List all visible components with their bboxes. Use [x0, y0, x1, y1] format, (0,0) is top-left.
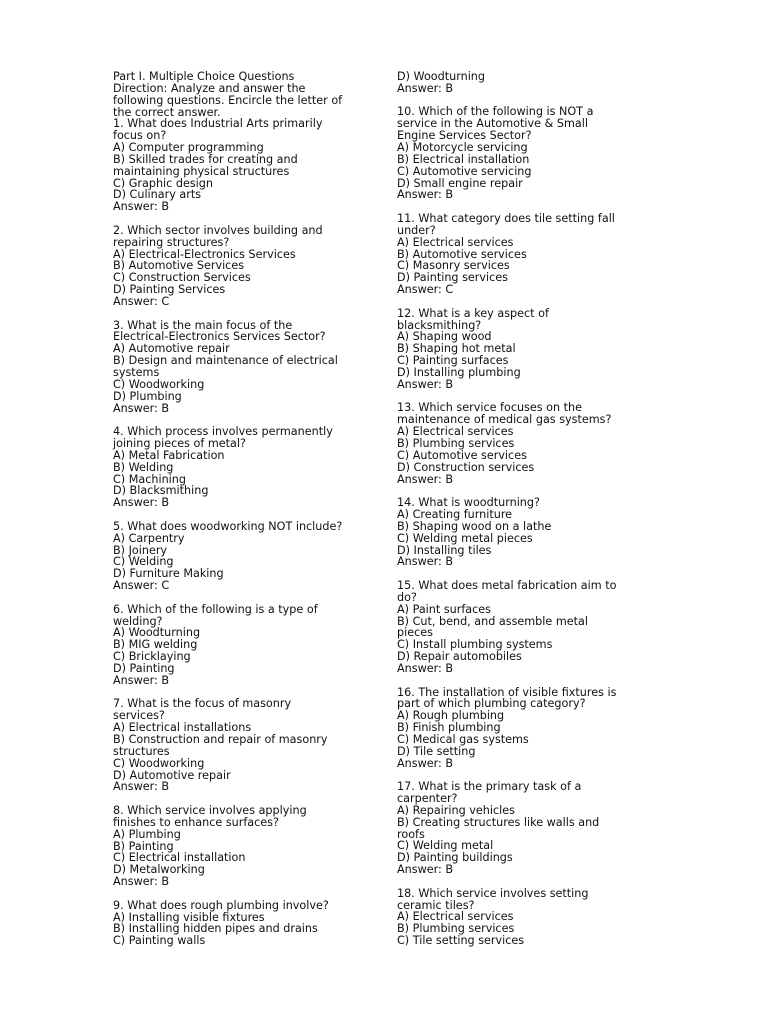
answer-key: Answer: B	[113, 401, 170, 415]
answer-option: A) Electrical installations	[113, 721, 252, 735]
answer-option: C) Woodworking	[113, 377, 205, 391]
question-text-line: service in the Automotive & Small	[397, 117, 588, 131]
answer-option: A) Electrical services	[397, 910, 514, 924]
question-block	[397, 580, 659, 675]
answer-option: B) Construction and repair of masonry	[113, 732, 328, 746]
answer-key: Answer: B	[113, 673, 170, 687]
question-text-line: 1. What does Industrial Arts primarily	[113, 117, 323, 131]
answer-option: A) Paint surfaces	[397, 602, 491, 616]
answer-option: B) Automotive Services	[113, 259, 245, 273]
answer-option: A) Rough plumbing	[397, 709, 505, 723]
question-text-line: 7. What is the focus of masonry	[113, 697, 292, 711]
answer-option: C) Automotive services	[397, 448, 527, 462]
question-text-line: 4. Which process involves permanently	[113, 425, 333, 439]
question-block	[397, 71, 659, 95]
question-spacer	[397, 296, 659, 308]
question-block	[113, 118, 375, 213]
answer-option: C) Tile setting services	[397, 934, 525, 948]
answer-option: D) Painting buildings	[397, 851, 513, 865]
question-text-line: 14. What is woodturning?	[397, 496, 540, 510]
answer-option: A) Metal Fabrication	[113, 448, 225, 462]
answer-option: A) Installing visible fixtures	[113, 910, 265, 924]
answer-option: C) Painting walls	[113, 934, 206, 948]
answer-option: D) Metalworking	[113, 863, 205, 877]
answer-option: B) Electrical installation	[397, 152, 530, 166]
question-text-line: focus on?	[113, 129, 167, 143]
answer-option: B) Welding	[113, 460, 174, 474]
answer-option: C) Welding metal pieces	[397, 531, 533, 545]
question-text-line: maintenance of medical gas systems?	[397, 413, 612, 427]
answer-option: D) Automotive repair	[113, 768, 231, 782]
question-block	[113, 805, 375, 888]
question-text-line: 18. Which service involves setting	[397, 886, 589, 900]
instructions-line: the correct answer.	[113, 105, 221, 119]
answer-option: B) MIG welding	[113, 638, 198, 652]
question-text-line: 13. Which service focuses on the	[397, 401, 583, 415]
question-text-line: 3. What is the main focus of the	[113, 318, 293, 332]
answer-key: Answer: B	[397, 555, 454, 569]
question-block	[397, 213, 659, 296]
question-text-line: 9. What does rough plumbing involve?	[113, 898, 329, 912]
answer-option: B) Installing hidden pipes and drains	[113, 922, 318, 936]
question-text-line: 10. Which of the following is NOT a	[397, 105, 594, 119]
answer-key: Answer: B	[397, 863, 454, 877]
question-text-line: welding?	[113, 614, 163, 628]
question-block	[113, 225, 375, 308]
question-text-line: 16. The installation of visible fixtures is	[397, 685, 617, 699]
answer-option: D) Construction services	[397, 460, 535, 474]
question-block	[397, 497, 659, 568]
instructions-line: Direction: Analyze and answer the	[113, 81, 306, 95]
answer-option: B) Shaping hot metal	[397, 342, 516, 356]
answer-key: Answer: B	[113, 875, 170, 889]
answer-option: D) Repair automobiles	[397, 650, 522, 664]
answer-option: B) Plumbing services	[397, 436, 515, 450]
answer-key: Answer: B	[113, 200, 170, 214]
question-text-line: part of which plumbing category?	[397, 697, 586, 711]
answer-option: A) Repairing vehicles	[397, 803, 515, 817]
answer-option: C) Graphic design	[113, 176, 213, 190]
answer-option: A) Electrical services	[397, 425, 514, 439]
answer-option: A) Creating furniture	[397, 507, 513, 521]
answer-key: Answer: C	[113, 579, 170, 593]
answer-option: A) Carpentry	[113, 531, 185, 545]
question-spacer	[113, 888, 375, 900]
question-text-line: pieces	[397, 626, 433, 640]
question-block	[397, 308, 659, 391]
question-text-line: 17. What is the primary task of a	[397, 780, 582, 794]
answer-option: A) Automotive repair	[113, 342, 230, 356]
question-spacer	[113, 308, 375, 320]
question-text-line: 12. What is a key aspect of	[397, 306, 549, 320]
question-block	[397, 402, 659, 485]
answer-option: C) Machining	[113, 472, 186, 486]
answer-option: A) Electrical-Electronics Services	[113, 247, 296, 261]
question-text-line: 8. Which service involves applying	[113, 803, 307, 817]
question-block	[397, 781, 659, 876]
answer-option: D) Blacksmithing	[113, 484, 209, 498]
question-block	[397, 687, 659, 770]
answer-option: A) Motorcycle servicing	[397, 141, 528, 155]
answer-option: D) Plumbing	[113, 389, 182, 403]
instructions-line: following questions. Encircle the letter of	[113, 93, 343, 107]
answer-option: B) Automotive services	[397, 247, 527, 261]
answer-option: D) Culinary arts	[113, 188, 202, 202]
question-text-line: carpenter?	[397, 792, 458, 806]
answer-option: C) Welding metal	[397, 839, 494, 853]
question-text-line: 11. What category does tile setting fall	[397, 212, 615, 226]
answer-option: B) Joinery	[113, 543, 168, 557]
answer-key: Answer: B	[113, 496, 170, 510]
question-text-line: maintaining physical structures	[113, 164, 290, 178]
question-spacer	[397, 675, 659, 687]
answer-option: B) Design and maintenance of electrical	[113, 354, 338, 368]
question-text-line: 2. Which sector involves building and	[113, 223, 323, 237]
question-text-line: roofs	[397, 827, 425, 841]
question-block	[397, 888, 659, 947]
answer-option: C) Electrical installation	[113, 851, 246, 865]
answer-key: Answer: B	[397, 472, 454, 486]
question-block	[113, 698, 375, 793]
question-text-line: Electrical-Electronics Services Sector?	[113, 330, 326, 344]
answer-option: D) Tile setting	[397, 744, 476, 758]
question-spacer	[113, 592, 375, 604]
left-column	[113, 71, 375, 947]
answer-option: D) Furniture Making	[113, 567, 224, 581]
question-text-line: finishes to enhance surfaces?	[113, 815, 279, 829]
question-block	[113, 320, 375, 415]
answer-option: B) Creating structures like walls and	[397, 815, 600, 829]
question-block	[113, 604, 375, 687]
answer-option: D) Painting	[113, 661, 175, 675]
question-block	[397, 106, 659, 201]
answer-option: D) Installing plumbing	[397, 365, 521, 379]
question-text-line: systems	[113, 366, 160, 379]
answer-option: C) Install plumbing systems	[397, 638, 553, 652]
answer-key: Answer: C	[397, 283, 454, 297]
answer-option: C) Medical gas systems	[397, 732, 529, 746]
question-text-line: structures	[113, 744, 170, 758]
question-text-line: 5. What does woodworking NOT include?	[113, 519, 343, 533]
answer-option: C) Bricklaying	[113, 650, 191, 664]
answer-option: C) Construction Services	[113, 271, 251, 285]
answer-option: A) Plumbing	[113, 827, 181, 841]
question-text-line: ceramic tiles?	[397, 898, 475, 912]
answer-option: B) Skilled trades for creating and	[113, 152, 298, 166]
answer-option: B) Finish plumbing	[397, 721, 501, 735]
answer-option: A) Shaping wood	[397, 330, 492, 344]
answer-key: Answer: C	[113, 294, 170, 308]
answer-option: D) Installing tiles	[397, 543, 492, 557]
answer-option: A) Computer programming	[113, 141, 264, 155]
part-heading: Part I. Multiple Choice Questions	[113, 70, 295, 83]
question-block	[113, 521, 375, 592]
answer-key: Answer: B	[397, 188, 454, 202]
question-text-line: blacksmithing?	[397, 318, 482, 332]
answer-option: A) Woodturning	[113, 626, 201, 640]
question-text-line: under?	[397, 223, 436, 237]
question-block	[113, 426, 375, 509]
question-text-line: 6. Which of the following is a type of	[113, 602, 318, 616]
right-column	[397, 71, 659, 947]
answer-key: Answer: B	[397, 81, 454, 95]
answer-option: C) Woodworking	[113, 756, 205, 770]
answer-key: Answer: B	[397, 377, 454, 391]
answer-option: A) Electrical services	[397, 235, 514, 249]
question-text-line: Engine Services Sector?	[397, 129, 532, 143]
answer-key: Answer: B	[397, 661, 454, 675]
question-text-line: do?	[397, 590, 417, 604]
answer-option: D) Small engine repair	[397, 176, 523, 190]
question-text-line: repairing structures?	[113, 235, 230, 249]
answer-option: B) Plumbing services	[397, 922, 515, 936]
instructions-block	[113, 71, 375, 118]
question-block	[113, 900, 375, 947]
answer-key: Answer: B	[397, 756, 454, 770]
answer-key: Answer: B	[113, 780, 170, 794]
answer-option: B) Cut, bend, and assemble metal	[397, 614, 588, 628]
answer-option: D) Woodturning	[397, 70, 486, 83]
answer-option: D) Painting services	[397, 271, 508, 285]
answer-option: C) Welding	[113, 555, 174, 569]
answer-option: B) Shaping wood on a lathe	[397, 519, 552, 533]
question-text-line: 15. What does metal fabrication aim to	[397, 579, 617, 592]
answer-option: D) Painting Services	[113, 283, 226, 297]
answer-option: B) Painting	[113, 839, 174, 853]
answer-option: C) Painting surfaces	[397, 354, 509, 368]
answer-option: C) Automotive servicing	[397, 164, 532, 178]
answer-option: C) Masonry services	[397, 259, 510, 273]
question-text-line: services?	[113, 709, 165, 723]
question-text-line: joining pieces of metal?	[113, 437, 246, 451]
